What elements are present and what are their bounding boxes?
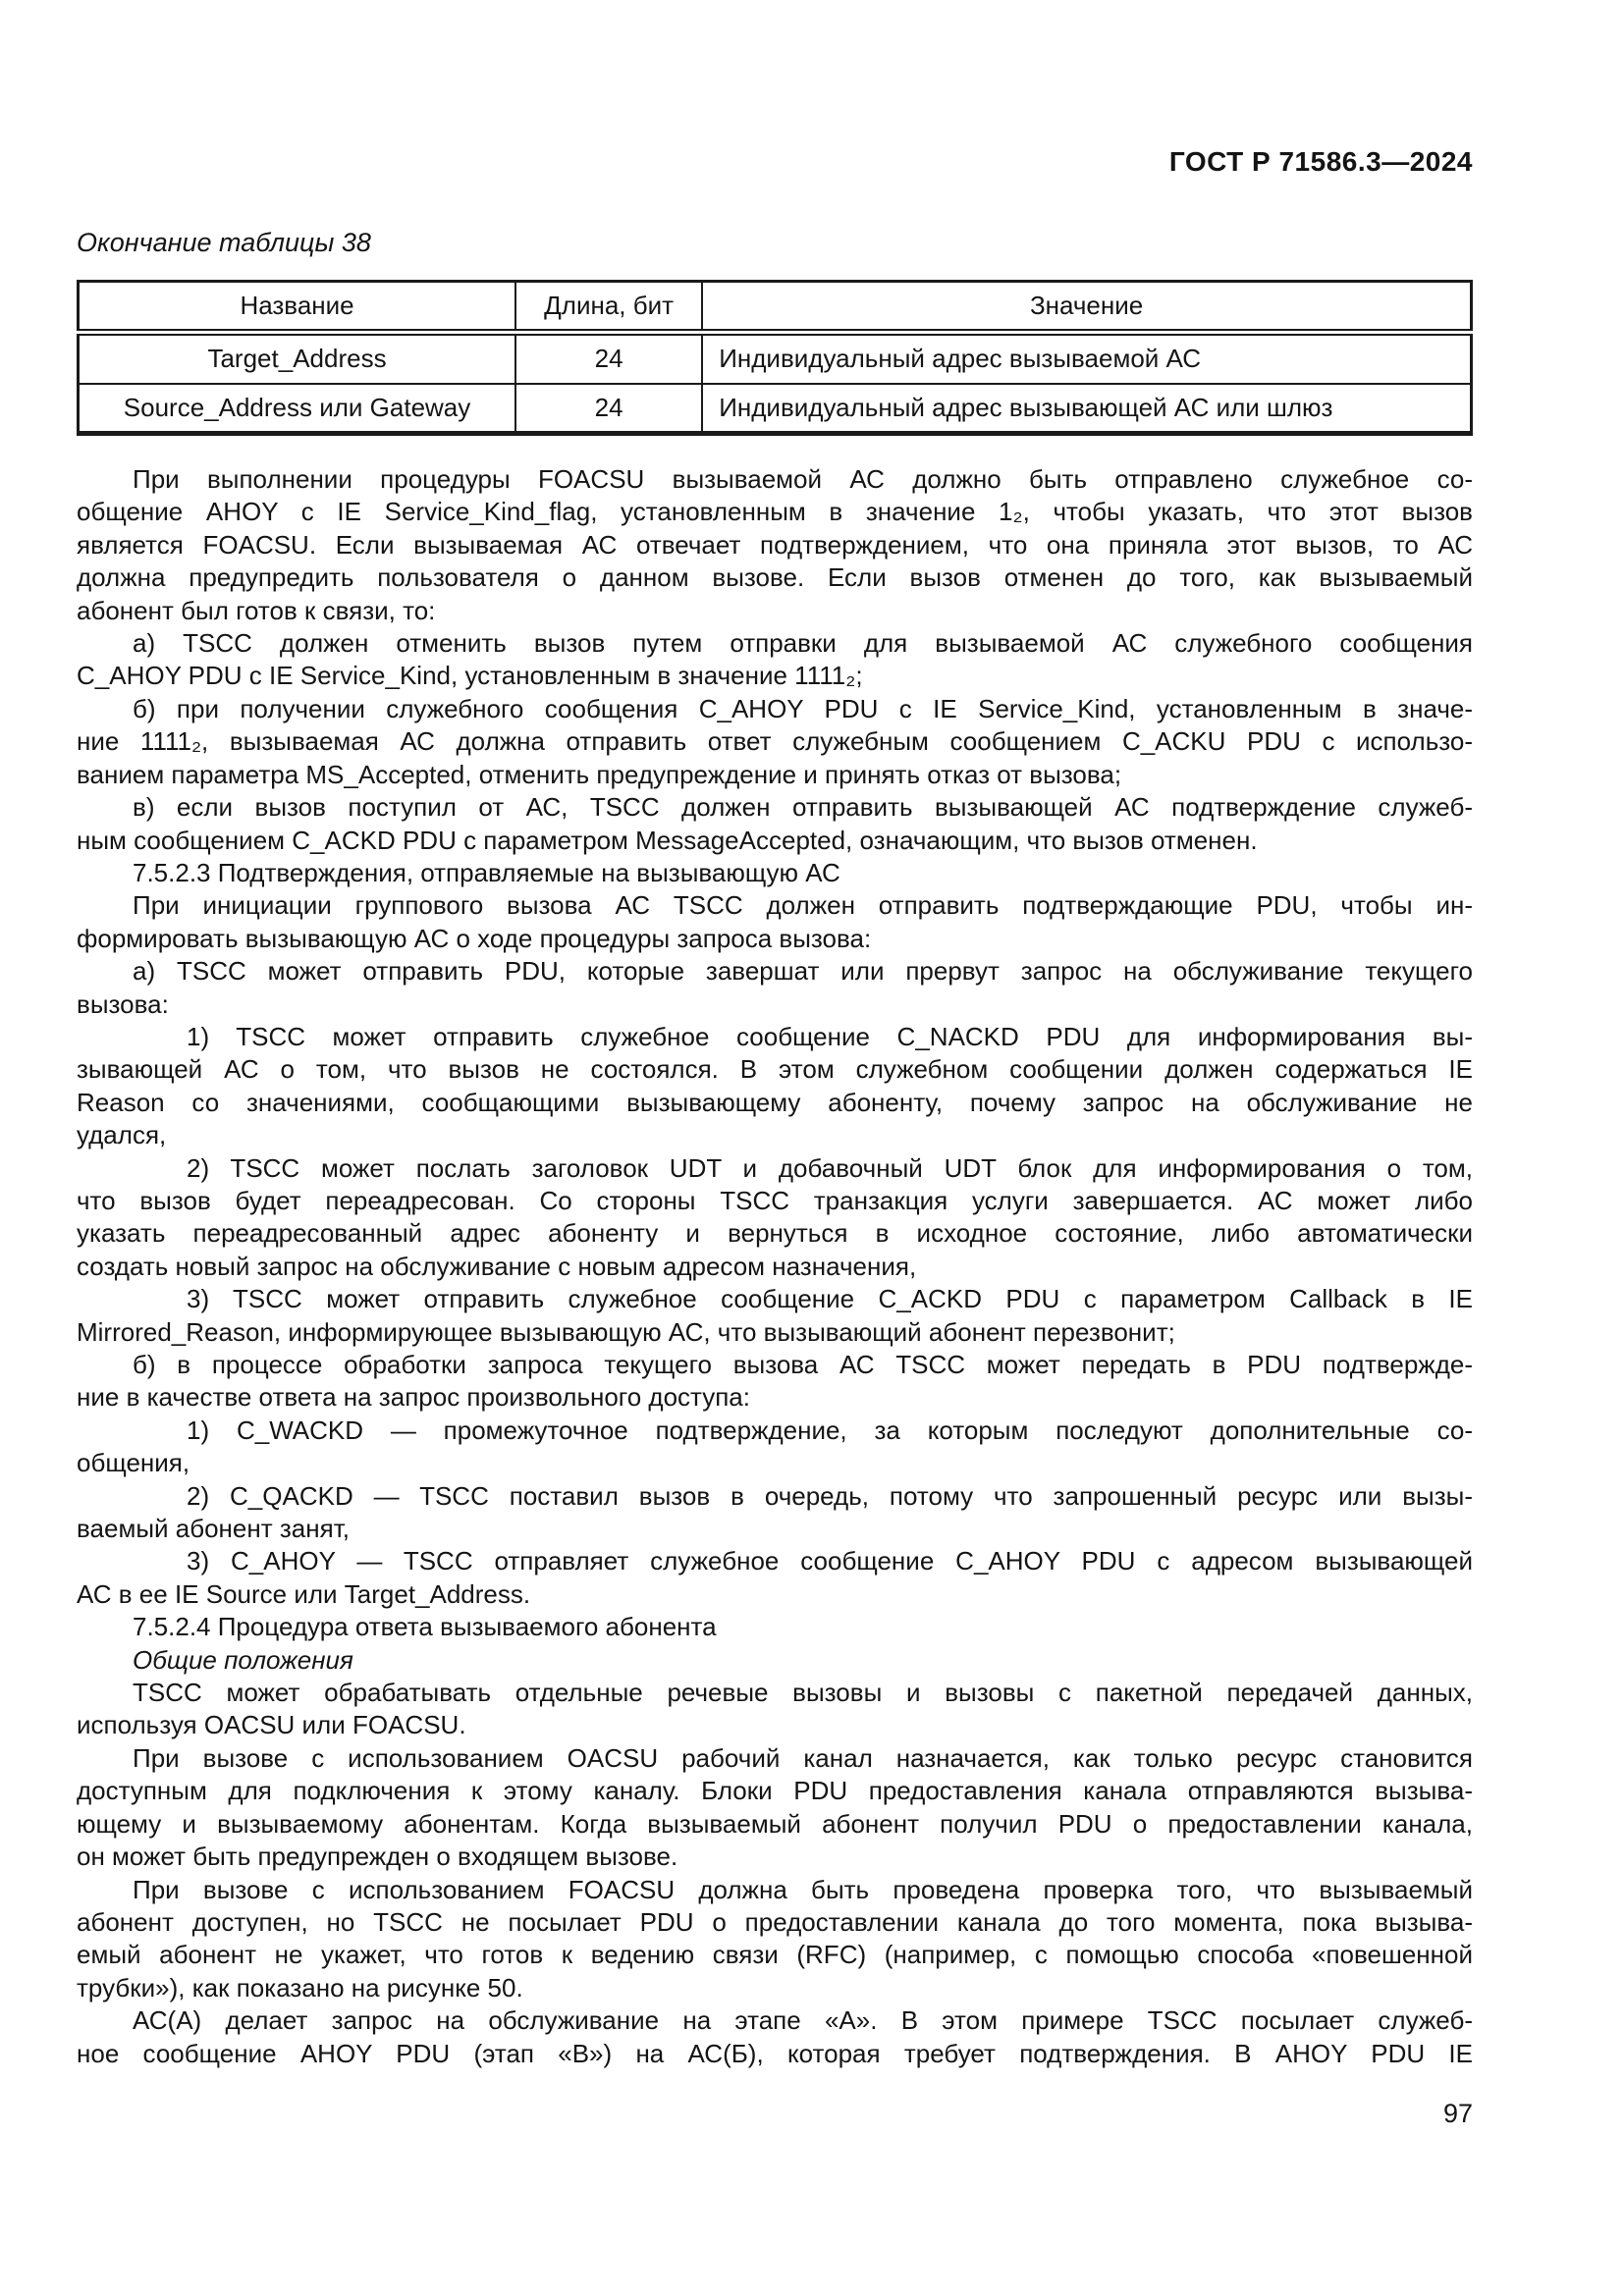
text-line: 1) C_WACKD — промежуточное подтверждение, за которым последуют дополнительные со-: [187, 1415, 1473, 1445]
text-line: удался,: [77, 1120, 167, 1150]
text-line: он может быть предупрежден о входящем вызове.: [77, 1842, 678, 1872]
text-line: абонент доступен, но TSCC не посылает PDU о предоставлении канала до того момента, пока вызыва-: [77, 1906, 1473, 1937]
text-line: При инициации группового вызова АС TSCC должен отправить подтверждающие PDU, чтобы ин-: [133, 890, 1473, 921]
paragraph: [77, 1644, 1473, 1677]
text-line: Mirrored_Reason, информирующее вызывающую АС, что вызывающий абонент перезвонит;: [77, 1316, 1175, 1347]
text-line: 2) C_QACKD — TSCC поставил вызов в очередь, потому что запрошенный ресурс или вызы-: [187, 1480, 1473, 1511]
paragraph: [77, 1742, 1473, 1874]
text-line: ным сообщением C_ACKD PDU с параметром MessageAccepted, означающим, что вызов отменен.: [77, 825, 1258, 855]
text-line: создать новый запрос на обслуживание с новым адресом назначения,: [77, 1251, 917, 1281]
page-number: 97: [1442, 2098, 1473, 2128]
paragraph: [77, 1349, 1473, 1415]
paragraph: [77, 1415, 1473, 1480]
table-header-value: Значение: [702, 281, 1471, 332]
text-line: емый абонент не укажет, что готов к ведению связи (RFC) (например, с помощью способа «повешенной: [77, 1940, 1473, 1970]
running-header: ГОСТ Р 71586.3—2024: [1168, 146, 1473, 177]
paragraph: [77, 1874, 1473, 2005]
text-line: ющему и вызываемому абонентам. Когда вызываемый абонент получил PDU о предоставлении канала,: [77, 1808, 1473, 1839]
table-header-length: Длина, бит: [515, 281, 702, 332]
paragraph: [77, 1152, 1473, 1284]
paragraph: [77, 857, 1473, 889]
paragraph: [77, 1283, 1473, 1349]
text-line: является FOACSU. Если вызываемая АС отвечает подтверждением, что она приняла этот вызов, то АС: [77, 529, 1473, 560]
paragraph: [77, 1611, 1473, 1643]
text-line: общения,: [77, 1448, 190, 1478]
paragraph: [77, 889, 1473, 955]
table-cell: 24: [515, 384, 702, 434]
text-line: доступным для подключения к этому каналу. Блоки PDU предоставления канала отправляются вызыва-: [77, 1776, 1473, 1806]
text-line: Reason со значениями, сообщающими вызывающему абоненту, почему запрос на обслуживание не: [77, 1087, 1473, 1117]
text-line: При выполнении процедуры FOACSU вызываемой АС должно быть отправлено служебное со-: [133, 464, 1473, 495]
text-line: АС(А) делает запрос на обслуживание на этапе «А». В этом примере TSCC посылает служеб-: [133, 2005, 1473, 2036]
text-line: должна предупредить пользователя о данном вызове. Если вызов отменен до того, как вызываемый: [77, 562, 1473, 593]
text-line: АС в ее IE Source или Target_Address.: [77, 1578, 531, 1609]
text-line: а) TSCC может отправить PDU, которые завершат или прервут запрос на обслуживание текущего: [133, 956, 1473, 987]
text-line: ние в качестве ответа на запрос произвольного доступа:: [77, 1382, 750, 1413]
text-line: формировать вызывающую АС о ходе процедуры запроса вызова:: [77, 923, 872, 953]
text-line: общение AHOY с IE Service_Kind_flag, установленным в значение 1₂, чтобы указать, что этот вызов: [77, 497, 1473, 527]
text-line: б) при получении служебного сообщения C_AHOY PDU с IE Service_Kind, установленным в значе-: [133, 693, 1473, 723]
table-cell: Source_Address или Gateway: [79, 384, 516, 434]
text-line: используя OACSU или FOACSU.: [77, 1710, 466, 1740]
text-line: ваемый абонент занят,: [77, 1514, 350, 1544]
paragraph: [77, 2004, 1473, 2070]
text-line: ние 1111₂, вызываемая АС должна отправить ответ служебным сообщением C_ACKU PDU с использо-: [77, 726, 1473, 757]
body-text: [77, 463, 1473, 2070]
text-line: При вызове с использованием OACSU рабочий канал назначается, как только ресурс становится: [133, 1742, 1473, 1773]
text-line: ванием параметра MS_Accepted, отменить предупреждение и принять отказ от вызова;: [77, 759, 1122, 789]
paragraph: [77, 693, 1473, 791]
table-header-row: [79, 281, 1472, 332]
text-line: что вызов будет переадресован. Со стороны TSCC транзакция услуги завершается. АС может либо: [77, 1185, 1473, 1215]
text-line: C_AHOY PDU с IE Service_Kind, установленным в значение 1111₂;: [77, 661, 863, 691]
paragraph: [77, 627, 1473, 693]
text-line: 3) TSCC может отправить служебное сообщение C_ACKD PDU с параметром Callback в IE: [187, 1284, 1473, 1314]
paragraph: [77, 955, 1473, 1021]
table-row: [79, 333, 1472, 384]
table-cell: Индивидуальный адрес вызывающей АС или шлюз: [702, 384, 1471, 434]
table-cell: 24: [515, 333, 702, 384]
text-line: 2) TSCC может послать заголовок UDT и добавочный UDT блок для информирования о том,: [187, 1152, 1473, 1183]
paragraph: [77, 1021, 1473, 1152]
text-line: а) TSCC должен отменить вызов путем отправки для вызываемой АС служебного сообщения: [133, 628, 1473, 659]
text-line: в) если вызов поступил от АС, TSCC должен отправить вызывающей АС подтверждение служеб-: [133, 792, 1473, 823]
text-line: 7.5.2.4 Процедура ответа вызываемого абонента: [133, 1612, 717, 1642]
text-line: 1) TSCC может отправить служебное сообщение C_NACKD PDU для информирования вы-: [187, 1021, 1473, 1051]
text-line: Общие положения: [133, 1644, 353, 1675]
paragraph: [77, 1480, 1473, 1546]
paragraph: [77, 791, 1473, 857]
table-caption: Окончание таблицы 38: [77, 228, 371, 258]
text-line: ное сообщение AHOY PDU (этап «В») на АС(Б), которая требует подтверждения. В AHOY PDU IE: [77, 2038, 1473, 2068]
table-row: [79, 384, 1472, 434]
text-line: зывающей АС о том, что вызов не состоялся. В этом служебном сообщении должен содержаться IE: [77, 1054, 1473, 1085]
data-table: [77, 280, 1473, 436]
text-line: 7.5.2.3 Подтверждения, отправляемые на вызывающую АС: [133, 857, 840, 887]
text-line: абонент был готов к связи, то:: [77, 595, 436, 625]
text-line: При вызове с использованием FOACSU должна быть проведена проверка того, что вызываемый: [133, 1874, 1473, 1904]
table-header-name: Название: [79, 281, 516, 332]
text-line: вызова:: [77, 988, 169, 1019]
table-body: [79, 333, 1472, 434]
table-cell: Индивидуальный адрес вызываемой АС: [702, 333, 1471, 384]
table-cell: Target_Address: [79, 333, 516, 384]
paragraph: [77, 1677, 1473, 1742]
text-line: б) в процессе обработки запроса текущего вызова АС TSCC может передать в PDU подтвержде-: [133, 1350, 1473, 1379]
paragraph: [77, 463, 1473, 627]
text-line: указать переадресованный адрес абоненту и вернуться в исходное состояние, либо автоматически: [77, 1218, 1473, 1249]
text-line: трубки»), как показано на рисунке 50.: [77, 1972, 523, 2002]
text-line: 3) C_AHOY — TSCC отправляет служебное сообщение C_AHOY PDU с адресом вызывающей: [187, 1546, 1473, 1576]
text-line: TSCC может обрабатывать отдельные речевые вызовы и вызовы с пакетной передачей данных,: [133, 1678, 1473, 1708]
paragraph: [77, 1545, 1473, 1611]
